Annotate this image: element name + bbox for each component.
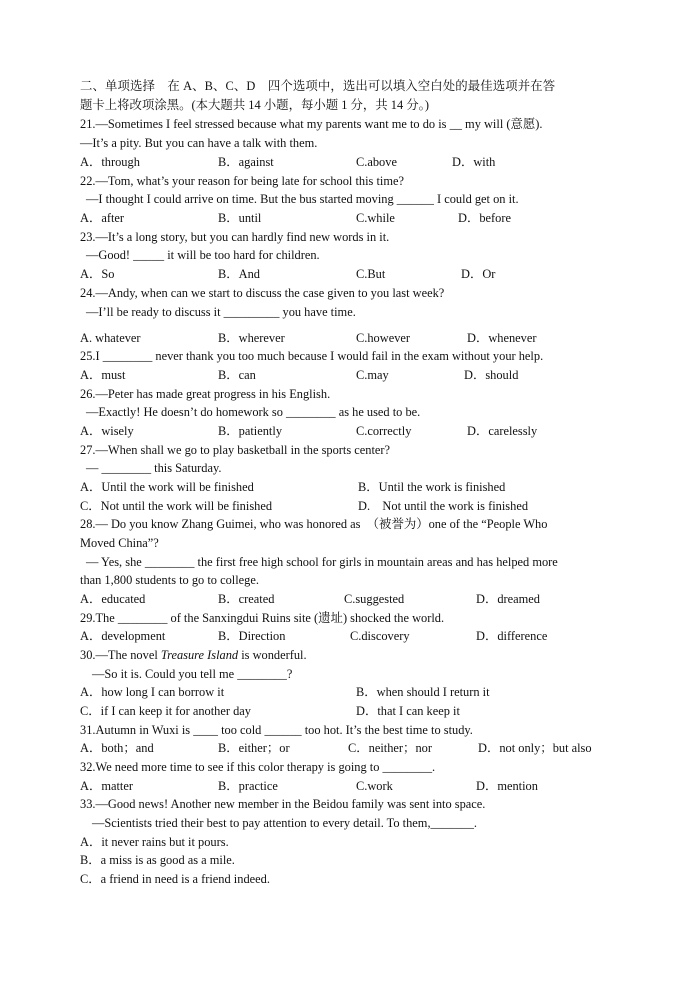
q27-reply: — ________ this Saturday. xyxy=(86,461,222,475)
q26-option-a[interactable]: A．wisely xyxy=(80,424,134,438)
q29-stem: 29.The ________ of the Sanxingdui Ruins site (遗址) shocked the world. xyxy=(80,611,445,625)
q26-stem: 26.—Peter has made great progress in his English. xyxy=(80,387,331,401)
q28-stem-cont: Moved China”? xyxy=(80,536,159,550)
q32-option-b[interactable]: B．practice xyxy=(218,779,278,793)
q27-option-b[interactable]: B．Until the work is finished xyxy=(358,480,506,494)
section-instructions: 题卡上将改项涂黑。(本大题共 14 小题，每小题 1 分，共 14 分。) xyxy=(80,98,429,112)
q30-stem xyxy=(80,647,307,663)
q29-option-b[interactable]: B．Direction xyxy=(218,629,286,643)
q25-option-d[interactable]: D．should xyxy=(464,368,519,382)
q21-reply: —It’s a pity. But you can have a talk with them. xyxy=(80,136,318,150)
q27-option-d[interactable]: D. Not until the work is finished xyxy=(358,499,529,513)
section-heading: 二、单项选择 在 A、B、C、D 四个选项中，选出可以填入空白处的最佳选项并在答 xyxy=(80,79,556,93)
q26-option-b[interactable]: B．patiently xyxy=(218,424,283,438)
q23-stem: 23.—It’s a long story, but you can hardly find new words in it. xyxy=(80,230,390,244)
q24-reply: —I’ll be ready to discuss it _________ you have time. xyxy=(86,305,356,319)
q22-option-d[interactable]: D．before xyxy=(458,211,511,225)
q25-option-b[interactable]: B．can xyxy=(218,368,256,382)
q33-stem: 33.—Good news! Another new member in the Beidou family was sent into space. xyxy=(80,797,486,811)
q26-option-d[interactable]: D．carelessly xyxy=(467,424,538,438)
q33-option-c[interactable]: C．a friend in need is a friend indeed. xyxy=(80,872,270,886)
q24-stem: 24.—Andy, when can we start to discuss the case given to you last week? xyxy=(80,286,445,300)
q23-reply: —Good! _____ it will be too hard for children. xyxy=(86,248,320,262)
q21-option-b[interactable]: B．against xyxy=(218,155,274,169)
q23-option-d[interactable]: D．Or xyxy=(461,267,496,281)
q30-reply: —So it is. Could you tell me ________? xyxy=(92,667,293,681)
q21-option-a[interactable]: A．through xyxy=(80,155,140,169)
q30-stem-start: 30.—The novel xyxy=(80,648,158,662)
q29-option-a[interactable]: A．development xyxy=(80,629,166,643)
q28-reply: — Yes, she ________ the first free high school for girls in mountain areas and has helped more xyxy=(86,555,558,569)
q33-option-b[interactable]: B．a miss is as good as a mile. xyxy=(80,853,235,867)
q33-option-a[interactable]: A．it never rains but it pours. xyxy=(80,835,229,849)
q32-option-d[interactable]: D．mention xyxy=(476,779,538,793)
q30-option-a[interactable]: A．how long I can borrow it xyxy=(80,685,225,699)
q27-option-c[interactable]: C．Not until the work will be finished xyxy=(80,499,273,513)
q27-stem: 27.—When shall we go to play basketball in the sports center? xyxy=(80,443,391,457)
q23-option-c[interactable]: C.But xyxy=(356,267,386,281)
q22-reply: —I thought I could arrive on time. But the bus started moving ______ I could get on it. xyxy=(86,192,519,206)
q22-option-a[interactable]: A．after xyxy=(80,211,125,225)
q22-stem: 22.—Tom, what’s your reason for being late for school this time? xyxy=(80,174,404,188)
q26-reply: —Exactly! He doesn’t do homework so ________ as he used to be. xyxy=(86,405,421,419)
q23-option-b[interactable]: B．And xyxy=(218,267,260,281)
q28-stem: 28.— Do you know Zhang Guimei, who was honored as （被誉为）one of the “People Who xyxy=(80,517,548,531)
q24-option-d[interactable]: D．whenever xyxy=(467,331,537,345)
q31-stem: 31.Autumn in Wuxi is ____ too cold ______ too hot. It’s the best time to study. xyxy=(80,723,473,737)
q24-option-a[interactable]: A. whatever xyxy=(80,331,141,345)
q32-option-c[interactable]: C.work xyxy=(356,779,393,793)
q25-stem: 25.I ________ never thank you too much because I would fail in the exam without your help. xyxy=(80,349,544,363)
q26-option-c[interactable]: C.correctly xyxy=(356,424,412,438)
q32-option-a[interactable]: A．matter xyxy=(80,779,133,793)
q31-option-b[interactable]: B．either；or xyxy=(218,741,290,755)
q24-option-b[interactable]: B．wherever xyxy=(218,331,285,345)
q25-option-c[interactable]: C.may xyxy=(356,368,389,382)
q25-option-a[interactable]: A．must xyxy=(80,368,126,382)
q29-option-c[interactable]: C.discovery xyxy=(350,629,410,643)
q28-reply-cont: than 1,800 students to go to college. xyxy=(80,573,259,587)
q33-reply: —Scientists tried their best to pay attention to every detail. To them,_______. xyxy=(92,816,478,830)
q21-stem: 21.—Sometimes I feel stressed because what my parents want me to do is __ my will (意愿). xyxy=(80,117,543,131)
q31-option-d[interactable]: D．not only；but also xyxy=(478,741,592,755)
q28-option-a[interactable]: A．educated xyxy=(80,592,146,606)
q31-option-c[interactable]: C．neither；nor xyxy=(348,741,432,755)
q24-option-c[interactable]: C.however xyxy=(356,331,411,345)
q32-stem: 32.We need more time to see if this color therapy is going to ________. xyxy=(80,760,436,774)
q28-option-c[interactable]: C.suggested xyxy=(344,592,405,606)
q30-stem-end: is wonderful. xyxy=(241,648,307,662)
q30-option-d[interactable]: D．that I can keep it xyxy=(356,704,460,718)
q28-option-d[interactable]: D．dreamed xyxy=(476,592,540,606)
q30-option-b[interactable]: B．when should I return it xyxy=(356,685,490,699)
q21-option-c[interactable]: C.above xyxy=(356,155,397,169)
q31-option-a[interactable]: A．both；and xyxy=(80,741,154,755)
q21-option-d[interactable]: D．with xyxy=(452,155,496,169)
q29-option-d[interactable]: D．difference xyxy=(476,629,548,643)
q22-option-b[interactable]: B．until xyxy=(218,211,262,225)
q22-option-c[interactable]: C.while xyxy=(356,211,395,225)
q23-option-a[interactable]: A．So xyxy=(80,267,115,281)
q30-book-title: Treasure Island xyxy=(160,648,239,662)
q28-option-b[interactable]: B．created xyxy=(218,592,275,606)
q30-option-c[interactable]: C．if I can keep it for another day xyxy=(80,704,251,718)
q27-option-a[interactable]: A．Until the work will be finished xyxy=(80,480,254,494)
